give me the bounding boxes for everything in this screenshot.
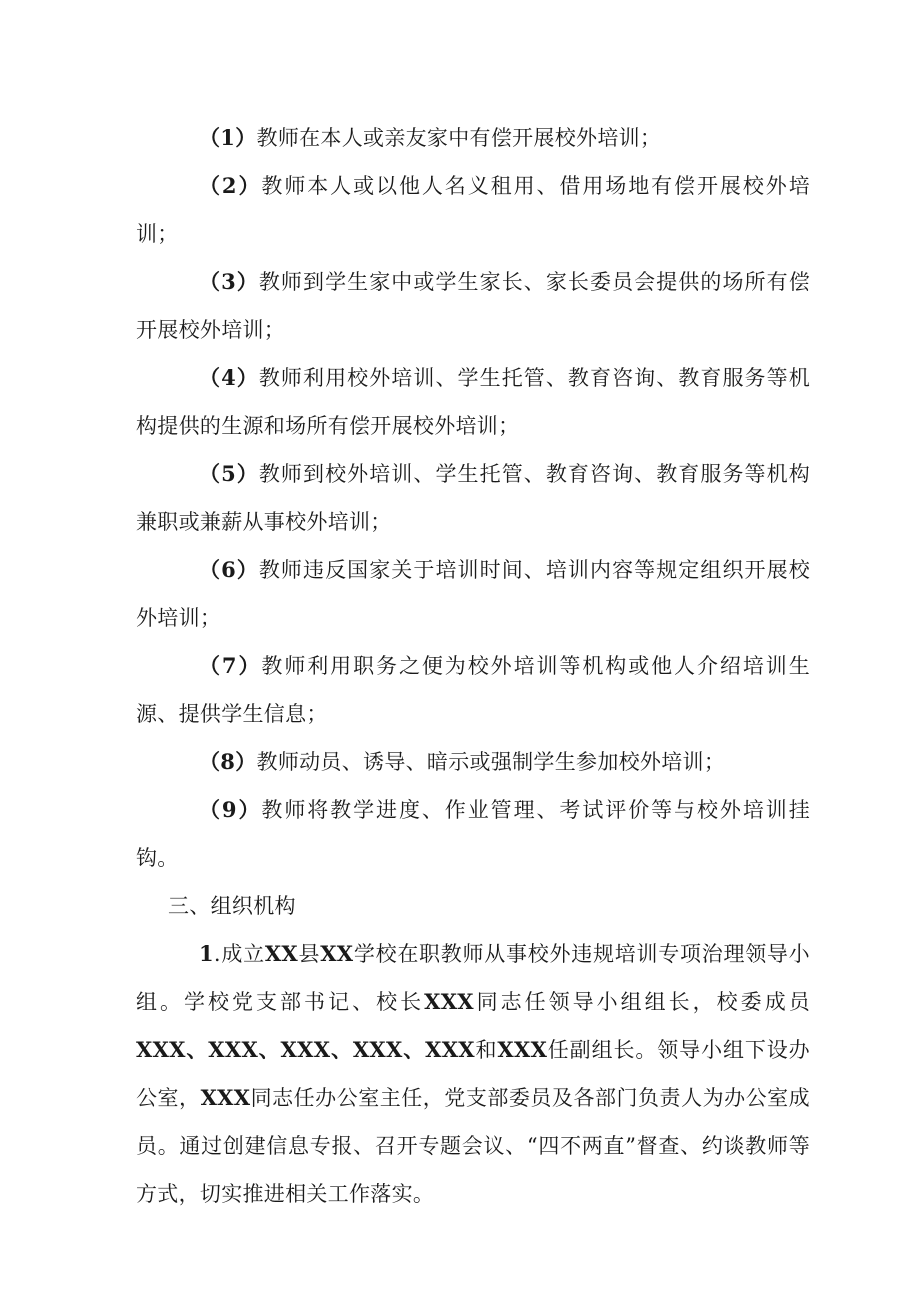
item-number: （6） (199, 557, 259, 582)
item-text: 教师利用校外培训、学生托管、教育咨询、教育服务等机构提供的生源和场所有偿开展校外培训； (136, 366, 810, 438)
item-text: 教师在本人或亲友家中有偿开展校外培训； (256, 126, 662, 150)
list-item-3 (136, 258, 810, 354)
item-text: 教师动员、诱导、暗示或强制学生参加校外培训； (256, 750, 726, 774)
item-number: （3） (199, 269, 259, 294)
text-run: 任副组长。领导小组下设办公室， (136, 1038, 810, 1110)
section-heading: 三、组织机构 (168, 894, 296, 918)
placeholder-names: XXX、XXX、XXX、XXX、XXX (136, 1037, 475, 1062)
item-number: （7） (199, 653, 262, 678)
item-text: 教师违反国家关于培训时间、培训内容等规定组织开展校外培训； (136, 558, 810, 630)
list-item-9 (136, 786, 810, 882)
list-item-4 (136, 354, 810, 450)
list-item-5 (136, 450, 810, 546)
item-number: （4） (199, 365, 259, 390)
list-item-1 (136, 114, 810, 162)
item-number: （8） (199, 749, 257, 774)
text-run: 同志任领导小组组长，校委成员 (473, 990, 811, 1014)
list-item-7 (136, 642, 810, 738)
list-item-6 (136, 546, 810, 642)
placeholder-school: XX (320, 941, 354, 966)
item-number: （9） (199, 797, 262, 822)
text-run: 和 (474, 1038, 498, 1062)
text-run: .成立 (213, 942, 265, 966)
item-text: 教师到校外培训、学生托管、教育咨询、教育服务等机构兼职或兼薪从事校外培训； (136, 462, 810, 534)
placeholder-name: XXX (497, 1037, 548, 1062)
item-number: （1） (199, 125, 257, 150)
item-text: 教师利用职务之便为校外培训等机构或他人介绍培训生源、提供学生信息； (136, 654, 810, 726)
text-run: 同志任办公室主任，党支部委员及各部门负责人为办公室成员。通过创建信息专报、召开专题会议、“四不两直”督查、约谈教师等方式，切实推进相关工作落实。 (136, 1086, 810, 1206)
paragraph-number: 1 (199, 941, 214, 966)
item-text: 教师将教学进度、作业管理、考试评价等与校外培训挂钩。 (136, 798, 810, 870)
item-number: （5） (199, 461, 259, 486)
text-run: 县 (298, 942, 321, 966)
list-item-2 (136, 162, 810, 258)
item-text: 教师到学生家中或学生家长、家长委员会提供的场所有偿开展校外培训； (136, 270, 810, 342)
item-text: 教师本人或以他人名义租用、借用场地有偿开展校外培训； (136, 174, 810, 246)
item-number: （2） (199, 173, 262, 198)
list-item-8 (136, 738, 810, 786)
text-run: 学校在职教师从事校外违规培训专项治理领导小组。学校党支部书记、校长 (136, 942, 810, 1014)
placeholder-county: XX (264, 941, 299, 966)
placeholder-name: XXX (200, 1085, 251, 1110)
placeholder-name: XXX (424, 989, 474, 1014)
org-paragraph (136, 930, 810, 1218)
